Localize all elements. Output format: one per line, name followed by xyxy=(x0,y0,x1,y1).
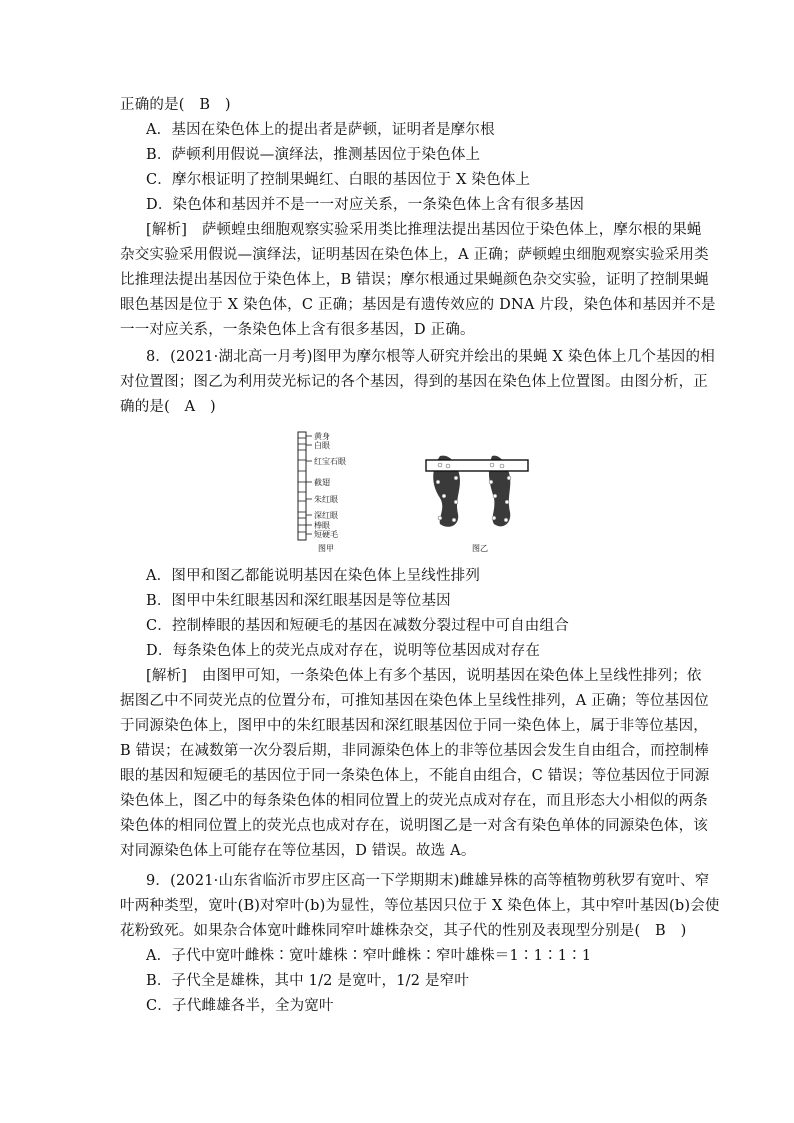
gene-label: 短硬毛 xyxy=(314,530,338,539)
option-c: C．子代雌雄各半，全为宽叶 xyxy=(146,998,334,1014)
question-line: 对位置图；图乙为利用荧光标记的各个基因，得到的基因在染色体上位置图。由图分析，正 xyxy=(120,374,708,390)
question-line: 叶两种类型，宽叶(B)对窄叶(b)为显性，等位基因只位于 X 染色体上，其中窄叶基因(b)会使 xyxy=(120,898,720,914)
gene-label: 截翅 xyxy=(314,478,330,487)
analysis-line: 于同源染色体上，图甲中的朱红眼基因和深红眼基因位于同一染色体上，属于非等位基因， xyxy=(120,718,708,734)
figure-b xyxy=(426,456,528,553)
analysis-line: 一一对应关系，一条染色体上含有很多基因，D 正确。 xyxy=(120,322,475,338)
gene-label: 黄身 xyxy=(314,432,330,441)
analysis-line: 比推理法提出基因位于染色体上，B 错误；摩尔根通过果蝇颜色杂交实验，证明了控制果蝇 xyxy=(120,272,709,288)
analysis-line: 杂交实验采用假说—演绎法，证明基因在染色体上，A 正确；萨顿蝗虫细胞观察实验采用类 xyxy=(120,247,709,263)
analysis-line: 染色体的相同位置上的荧光点也成对存在，说明图乙是一对含有染色单体的同源染色体，该 xyxy=(120,818,708,834)
analysis-line: 据图乙中不同荧光点的位置分布，可推知基因在染色体上呈线性排列，A 正确；等位基因位 xyxy=(120,693,709,709)
option-b: B．萨顿利用假说—演绎法，推测基因位于染色体上 xyxy=(146,147,481,163)
option-c: C．摩尔根证明了控制果蝇红、白眼的基因位于 X 染色体上 xyxy=(146,172,531,188)
gene-label: 棒眼 xyxy=(314,521,330,530)
option-d: D．每条染色体上的荧光点成对存在，说明等位基因成对存在 xyxy=(146,643,541,659)
analysis-line: B 错误；在减数第一次分裂后期，非同源染色体上的非等位基因会发生自由组合，而控制棒 xyxy=(120,743,709,759)
option-c: C．控制棒眼的基因和短硬毛的基因在减数分裂过程中可自由组合 xyxy=(146,618,569,634)
chromosome-figure xyxy=(280,426,540,556)
gene-label: 深红眼 xyxy=(314,511,338,520)
option-d: D．染色体和基因并不是一一对应关系，一条染色体上含有很多基因 xyxy=(146,197,585,213)
question-9: 9．(2021·山东省临沂市罗庄区高一下学期期末)雌雄异株的高等植物剪秋罗有宽叶、窄 xyxy=(146,873,710,889)
option-b: B．子代全是雄株，其中 1/2 是宽叶，1/2 是窄叶 xyxy=(146,973,470,989)
question-8: 8．(2021·湖北高一月考)图甲为摩尔根等人研究并绘出的果蝇 X 染色体上几个基因的相 xyxy=(146,349,715,365)
figure-caption-a: 图甲 xyxy=(318,544,334,553)
question-line: 花粉致死。如果杂合体宽叶雌株同窄叶雄株杂交，其子代的性别及表现型分别是( B ) xyxy=(120,923,687,939)
analysis-line: [解析] 萨顿蝗虫细胞观察实验采用类比推理法提出基因位于染色体上，摩尔根的果蝇 xyxy=(146,222,702,238)
figure-a xyxy=(298,431,346,553)
analysis-line: 染色体上，图乙中的每条染色体的相同位置上的荧光点成对存在，而且形态大小相似的两条 xyxy=(120,793,708,809)
figure-caption-b: 图乙 xyxy=(472,544,488,553)
option-a: A．图甲和图乙都能说明基因在染色体上呈线性排列 xyxy=(146,568,481,584)
analysis-line: 眼的基因和短硬毛的基因位于同一条染色体上，不能自由组合，C 错误；等位基因位于同源 xyxy=(120,768,710,784)
analysis-line: [解析] 由图甲可知，一条染色体上有多个基因，说明基因在染色体上呈线性排列；依 xyxy=(146,668,702,684)
analysis-line: 对同源染色体上可能存在等位基因，D 错误。故选 A。 xyxy=(120,843,476,859)
option-a: A．基因在染色体上的提出者是萨顿，证明者是摩尔根 xyxy=(146,122,495,138)
question-line: 确的是( A ) xyxy=(120,399,216,415)
option-a: A．子代中宽叶雌株∶宽叶雄株∶窄叶雌株∶窄叶雄株＝1∶1∶1∶1 xyxy=(146,948,592,964)
option-b: B．图甲中朱红眼基因和深红眼基因是等位基因 xyxy=(146,593,451,609)
analysis-line: 眼色基因是位于 X 染色体，C 正确；基因是有遗传效应的 DNA 片段，染色体和基因并不是 xyxy=(120,297,716,313)
gene-label: 白眼 xyxy=(314,441,330,450)
line-0: 正确的是( B ) xyxy=(120,97,231,113)
gene-label: 朱红眼 xyxy=(314,495,338,504)
gene-label: 红宝石眼 xyxy=(314,457,346,466)
